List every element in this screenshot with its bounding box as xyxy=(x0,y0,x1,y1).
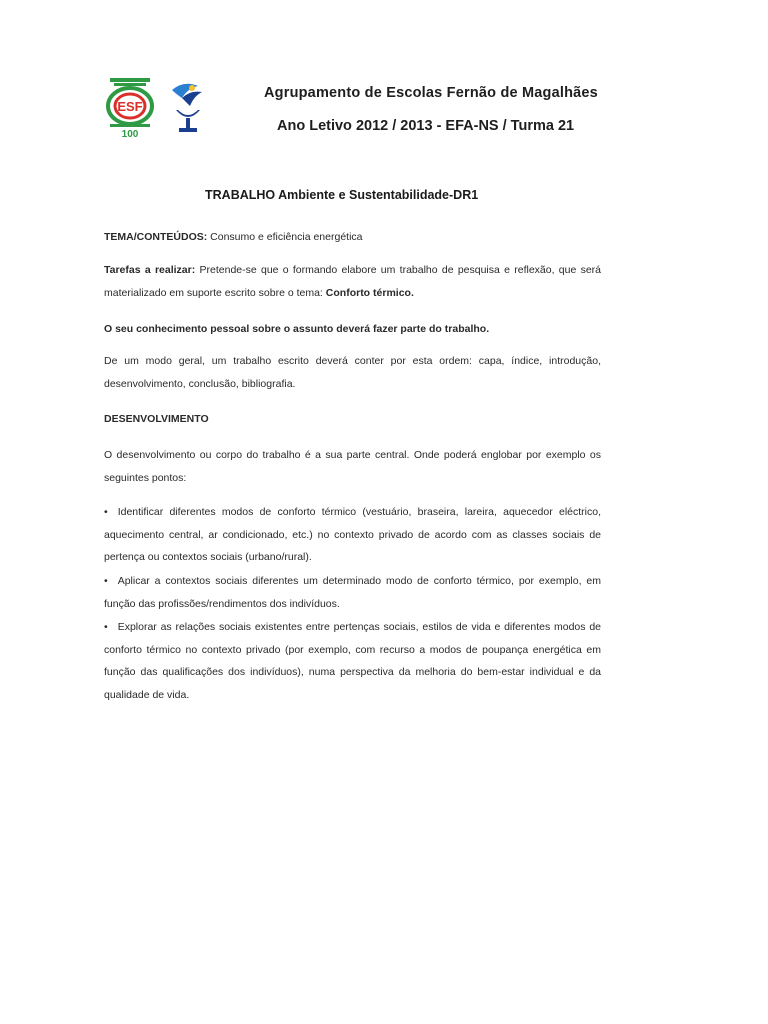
tema-paragraph xyxy=(104,226,601,249)
bullet-text: Aplicar a contextos sociais diferentes um determinado modo de conforto térmico, por exemplo, em função das profissões/rendimentos dos indivíduos. xyxy=(104,575,601,610)
document-title: TRABALHO Ambiente e Sustentabilidade-DR1 xyxy=(205,188,479,202)
tarefas-topic: Conforto térmico. xyxy=(325,286,414,299)
desenvolvimento-heading: DESENVOLVIMENTO xyxy=(104,413,209,425)
svg-text:ESF: ESF xyxy=(117,99,143,114)
tarefas-label: Tarefas a realizar: xyxy=(104,264,196,276)
bullet-item xyxy=(104,501,601,569)
desenvolvimento-intro: O desenvolvimento ou corpo do trabalho é a sua parte central. Onde poderá englobar por exemplo os seguintes pontos: xyxy=(104,449,601,484)
bullet-icon: • xyxy=(104,621,108,633)
tema-label: TEMA/CONTEÚDOS: xyxy=(104,231,208,243)
bullet-item xyxy=(104,616,601,706)
bullet-icon: • xyxy=(104,575,108,587)
structure-paragraph: De um modo geral, um trabalho escrito deverá conter por esta ordem: capa, índice, introdução, desenvolvimento, conclusão, bibliografia. xyxy=(104,355,601,390)
bullet-text: Identificar diferentes modos de conforto térmico (vestuário, braseira, lareira, aquecedor eléctrico, aquecimento central, ar condicionado, etc.) no contexto privado de acordo com as classes sociais de pertença ou contextos sociais (urbano/rural). xyxy=(104,506,601,563)
tarefas-text: Pretende-se que o formando elabore um trabalho de pesquisa e reflexão, que será materializado em suporte escrito sobre o tema: xyxy=(104,264,601,299)
bullet-icon: • xyxy=(104,506,108,518)
bullet-item xyxy=(104,570,601,615)
header-logos xyxy=(104,76,216,138)
school-logo-esf xyxy=(104,76,156,138)
tarefas-paragraph xyxy=(104,259,601,304)
tema-text: Consumo e eficiência energética xyxy=(207,231,363,243)
chalice-emblem-logo xyxy=(168,80,208,136)
bullet-text: Explorar as relações sociais existentes entre pertenças sociais, estilos de vida e diferentes modos de conforto térmico no contexto privado (por exemplo, com recurso a modos de poupança energética em função das qualificações dos indivíduos), numa perspectiva da melhoria do bem-estar individual e da qualidade de vida. xyxy=(104,621,601,701)
school-year-info: Ano Letivo 2012 / 2013 - EFA-NS / Turma 21 xyxy=(277,118,575,134)
svg-text:100: 100 xyxy=(121,129,139,138)
conhecimento-paragraph: O seu conhecimento pessoal sobre o assunto deverá fazer parte do trabalho. xyxy=(104,323,490,335)
school-name: Agrupamento de Escolas Fernão de Magalhães xyxy=(264,85,598,101)
